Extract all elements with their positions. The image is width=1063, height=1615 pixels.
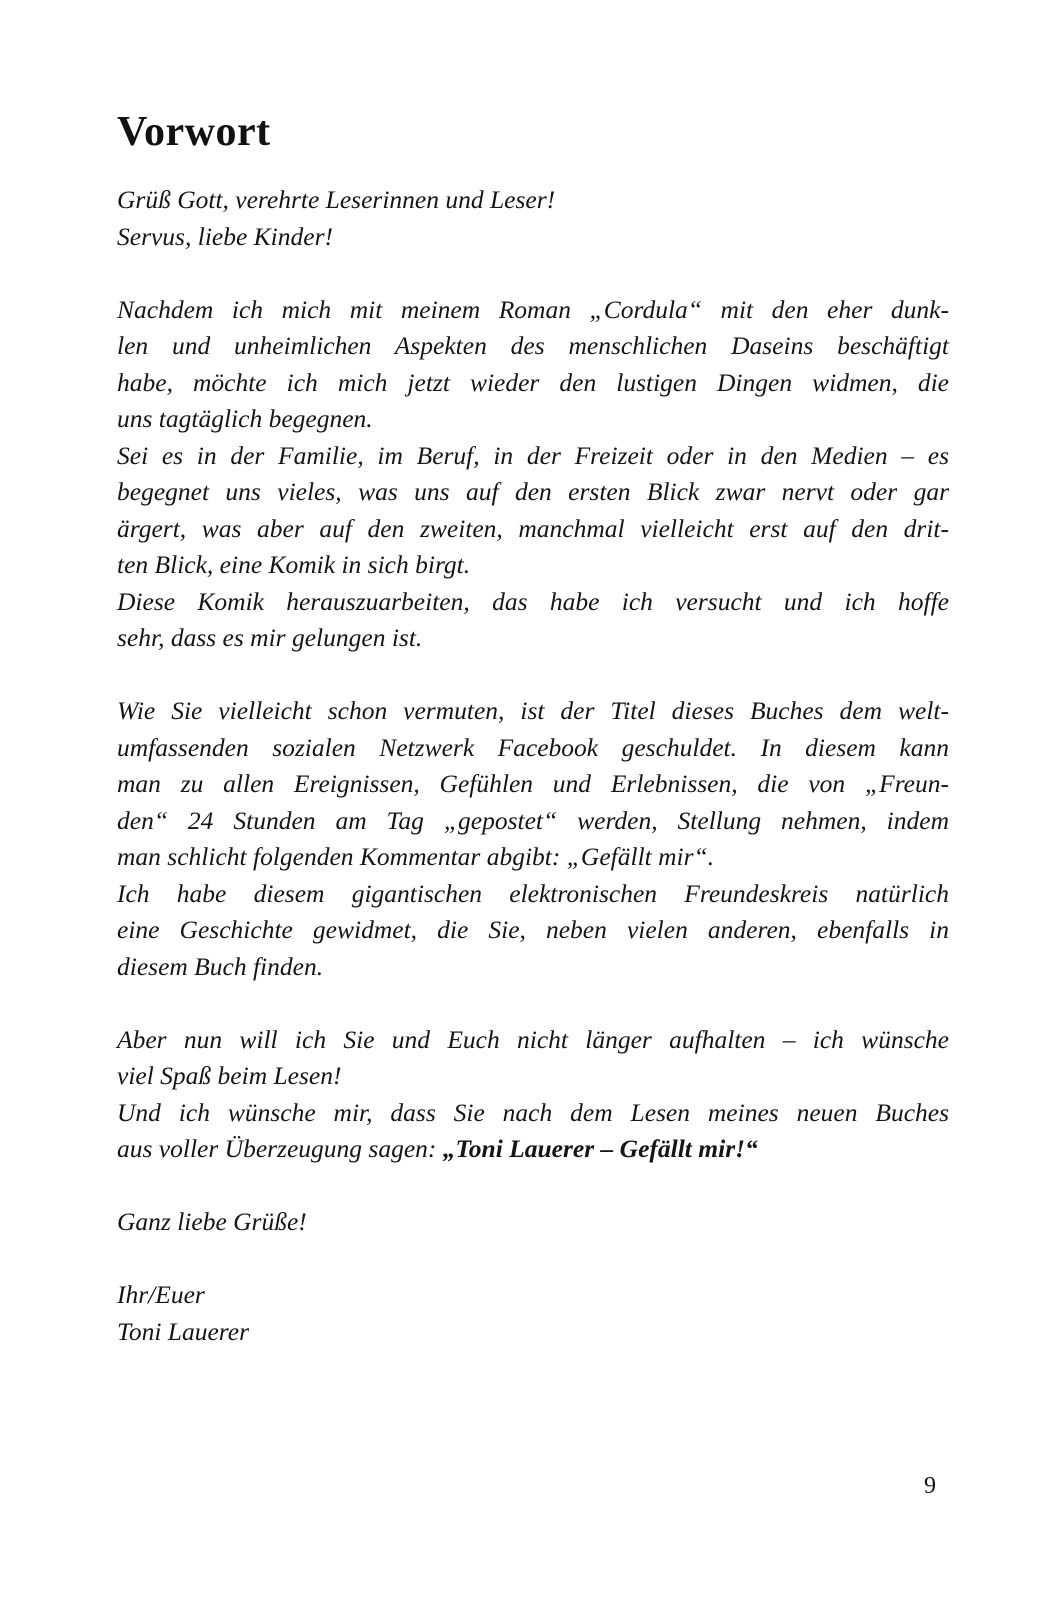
- text-line: ärgert, was aber auf den zweiten, manchmal vielleicht erst auf den drit-: [117, 513, 949, 543]
- signature-line: Ihr/Euer: [117, 1280, 205, 1309]
- text-line: den“ 24 Stunden am Tag „gepostet“ werden, Stellung nehmen, indem: [117, 805, 949, 835]
- paragraph-2: [117, 693, 949, 985]
- preface-body: [117, 182, 949, 1350]
- text-line: umfassenden sozialen Netzwerk Facebook geschuldet. In diesem kann: [117, 732, 949, 762]
- text-line-prefix: aus voller Überzeugung sagen:: [117, 1134, 443, 1163]
- text-line: ten Blick, eine Komik in sich birgt.: [117, 550, 471, 579]
- text-line: eine Geschichte gewidmet, die Sie, neben vielen anderen, ebenfalls in: [117, 915, 949, 944]
- text-line: Diese Komik herauszuarbeiten, das habe ich versucht und ich hoffe: [117, 586, 949, 616]
- text-line: Nachdem ich mich mit meinem Roman „Cordula“ mit den eher dunk-: [117, 294, 949, 324]
- paragraph-gap: [117, 657, 949, 694]
- text-line: Und ich wünsche mir, dass Sie nach dem Lesen meines neuen Buches: [117, 1097, 949, 1127]
- author-name: Toni Lauerer: [117, 1316, 250, 1346]
- paragraph-3: [117, 1022, 949, 1168]
- text-line: Sei es in der Familie, im Beruf, in der Freizeit oder in den Medien – es: [117, 440, 949, 470]
- text-line: habe, möchte ich mich jetzt wieder den lustigen Dingen widmen, die: [117, 367, 949, 397]
- text-line: man zu allen Ereignissen, Gefühlen und Erlebnissen, die von „Freun-: [117, 769, 949, 798]
- paragraph-gap: [117, 1241, 949, 1278]
- greeting-line: Servus, liebe Kinder!: [117, 221, 333, 251]
- text-line: [117, 1131, 949, 1168]
- paragraph-gap: [117, 985, 949, 1022]
- paragraph-1: [117, 292, 949, 657]
- page-title: Vorwort: [117, 109, 271, 155]
- text-line: begegnet uns vieles, was uns auf den ersten Blick zwar nervt oder gar: [117, 477, 949, 506]
- emphasized-quote: „Toni Lauerer – Gefällt mir!“: [442, 1134, 758, 1163]
- paragraph-gap: [117, 255, 949, 292]
- text-line: Wie Sie vielleicht schon vermuten, ist der Titel dieses Buches dem welt-: [117, 696, 949, 725]
- text-line: len und unheimlichen Aspekten des menschlichen Daseins beschäftigt: [117, 331, 949, 360]
- text-line: diesem Buch finden.: [117, 951, 324, 981]
- greeting: [117, 182, 949, 255]
- closing-line: Ganz liebe Grüße!: [117, 1207, 307, 1236]
- text-line: uns tagtäglich begegnen.: [117, 404, 373, 433]
- text-line: sehr, dass es mir gelungen ist.: [117, 623, 423, 652]
- text-line: man schlicht folgenden Kommentar abgibt: „Gefällt mir“.: [117, 842, 715, 871]
- text-line: Ich habe diesem gigantischen elektronischen Freundeskreis natürlich: [117, 878, 949, 908]
- text-line: viel Spaß beim Lesen!: [117, 1061, 342, 1090]
- page-number: 9: [924, 1473, 936, 1499]
- greeting-line: Grüß Gott, verehrte Leserinnen und Leser!: [117, 185, 556, 214]
- text-line: Aber nun will ich Sie und Euch nicht länger aufhalten – ich wünsche: [117, 1024, 949, 1054]
- signature: [117, 1277, 949, 1350]
- paragraph-gap: [117, 1168, 949, 1205]
